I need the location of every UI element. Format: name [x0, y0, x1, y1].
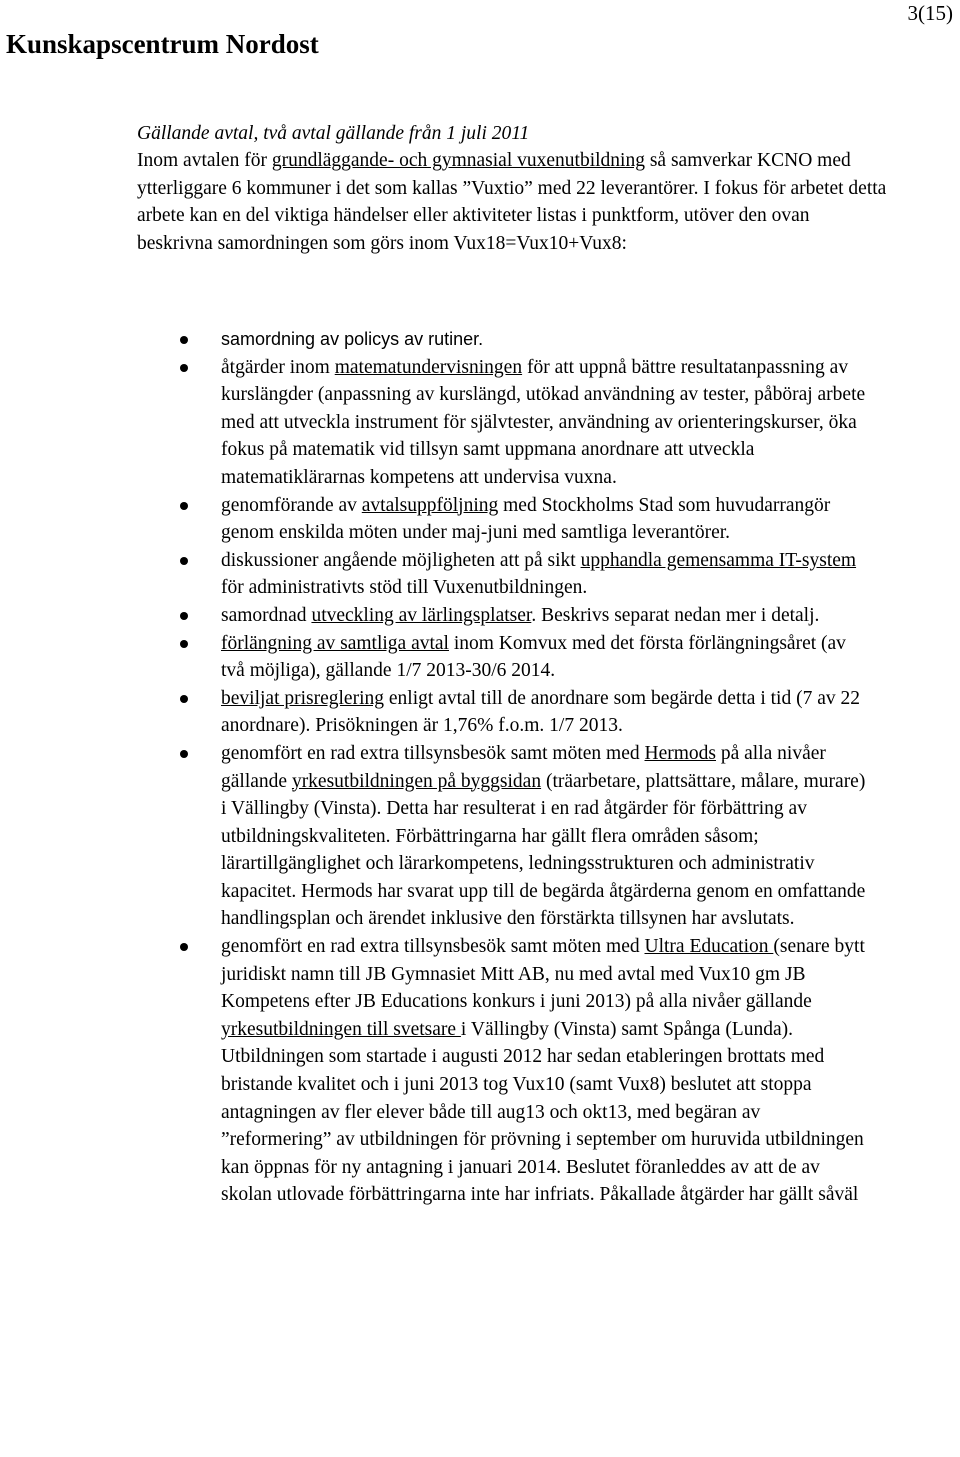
underlined-term: yrkesutbildningen till svetsare: [221, 1018, 461, 1040]
intro-link: grundläggande- och gymnasial vuxenutbildning: [271, 150, 645, 172]
list-item: beviljat prisreglering enligt avtal till de anordnare som begärde detta i tid (7 av 22 anordnare). Prisökningen är 1,76% f.o.m. 1/7 2013.: [137, 685, 867, 740]
underlined-term: utveckling av lärlingsplatser: [311, 604, 532, 626]
underlined-term: matematundervisningen: [334, 356, 523, 378]
intro-paragraph: Inom avtalen för grundläggande- och gymnasial vuxenutbildning så samverkar KCNO med ytterliggare 6 kommuner i det som kallas ”Vuxtio” med 22 leverantörer. I fokus för arbetet detta arbete kan en del viktiga händelser eller aktiviteter listas i punktform, utöver den ovan beskrivna samordningen som görs inom Vux18=Vux10+Vux8:: [137, 150, 887, 254]
list-item: samordning av policys av rutiner.: [137, 326, 867, 354]
list-item: förlängning av samtliga avtal inom Komvux med det första förlängningsåret (av två möjliga), gällande 1/7 2013-30/6 2014.: [137, 630, 867, 685]
list-item: genomfört en rad extra tillsynsbesök samt möten med Ultra Education (senare bytt juridiskt namn till JB Gymnasiet Mitt AB, nu med avtal med Vux10 gm JB Kompetens efter JB Educations konkurs i juni 2013) på alla nivåer gällande yrkesutbildningen till svetsare i Vällingby (Vinsta) samt Spånga (Lunda). Utbildningen som startade i augusti 2012 har sedan etableringen brottats med bristande kvalitet och i juni 2013 tog Vux10 (samt Vux8) beslutet att stoppa antagningen av fler elever både till aug13 och okt13, med begäran av ”reformering” av utbildningen för prövning i september om huruvida utbildningen kan öppnas för ny antagning i januari 2014. Beslutet föranleddes av att de av skolan utlovade förbättringarna inte har infriats. Påkallade åtgärder har gällt såväl: [137, 933, 867, 1209]
list-item: samordnad utveckling av lärlingsplatser. Beskrivs separat nedan mer i detalj.: [137, 602, 867, 630]
page-number: 3(15): [907, 1, 953, 25]
list-item: åtgärder inom matematundervisningen för att uppnå bättre resultatanpassning av kurslängder (anpassning av kurslängd, utökad användning av tester, påböraj arbete med att utveckla instrument för självtester, användning av orienteringskurser, öka fokus på matematik vid tillsyn samt uppmana anordnare att utveckla matematiklärarnas kompetens att undervisa vuxna.: [137, 354, 867, 492]
underlined-term: förlängning av samtliga avtal: [221, 632, 449, 654]
underlined-term: beviljat prisreglering: [221, 687, 384, 709]
list-item: genomförande av avtalsuppföljning med Stockholms Stad som huvudarrangör genom enskilda möten under maj-juni med samtliga leverantörer.: [137, 492, 867, 547]
list-item: diskussioner angående möjligheten att på sikt upphandla gemensamma IT-system för administrativts stöd till Vuxenutbildningen.: [137, 547, 867, 602]
list-item: genomfört en rad extra tillsynsbesök samt möten med Hermods på alla nivåer gällande yrkesutbildningen på byggsidan (träarbetare, plattsättare, målare, murare) i Vällingby (Vinsta). Detta har resulterat i en rad åtgärder för förbättring av utbildningskvaliteten. Förbättringarna har gällt flera områden såsom; lärartillgänglighet och lärarkompetens, ledningsstrukturen och administrativ kapacitet. Hermods har svarat upp till de begärda åtgärderna genom en omfattande handlingsplan och ärendet inklusive den förstärkta tillsynen har avslutats.: [137, 740, 867, 933]
underlined-term: upphandla gemensamma IT-system: [580, 549, 857, 571]
underlined-term: avtalsuppföljning: [361, 494, 499, 516]
underlined-term: Hermods: [644, 742, 716, 764]
underlined-term: yrkesutbildningen på byggsidan: [291, 770, 542, 792]
underlined-term: Ultra Education: [644, 936, 774, 958]
section-heading: Gällande avtal, två avtal gällande från 1 juli 2011: [137, 123, 530, 144]
bullet-list: [137, 326, 867, 1209]
document-header-title: Kunskapscentrum Nordost: [6, 29, 319, 59]
section-intro: [137, 120, 887, 257]
